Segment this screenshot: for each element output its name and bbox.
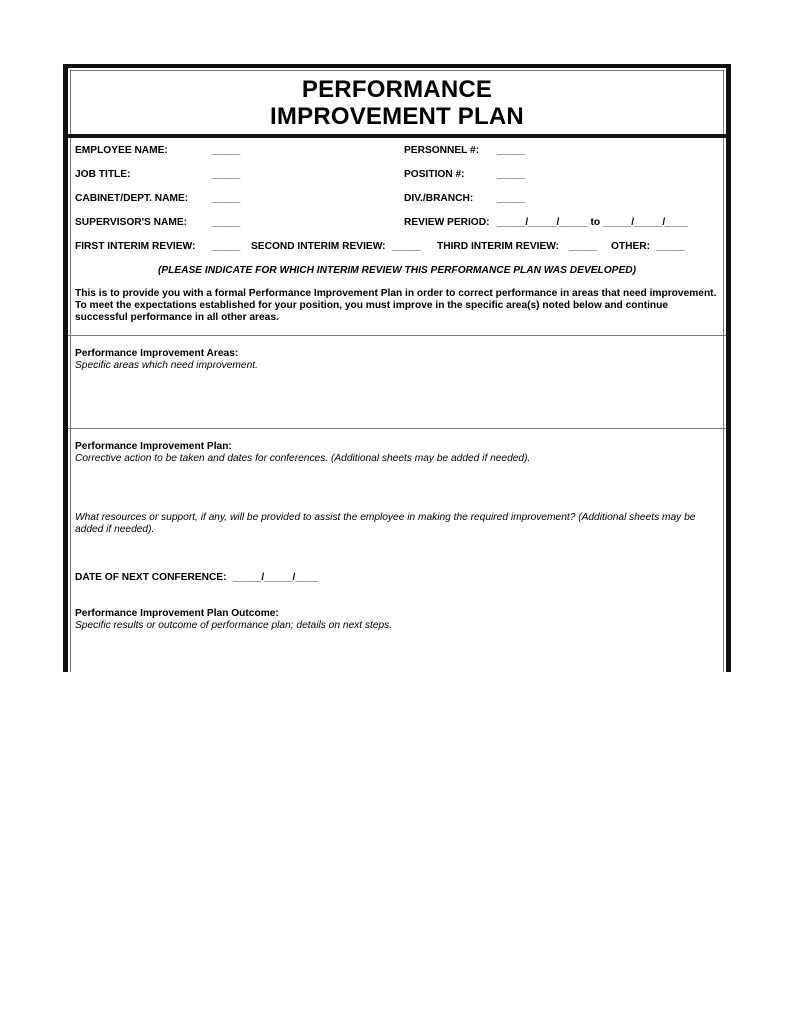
improvement-plan-description: Corrective action to be taken and dates for conferences. (Additional sheets may be added if needed).	[75, 453, 531, 464]
section-divider	[68, 428, 726, 429]
interim-review-note: (PLEASE INDICATE FOR WHICH INTERIM REVIEW THIS PERFORMANCE PLAN WAS DEVELOPED)	[157, 265, 637, 276]
form-title-line-1: PERFORMANCE	[301, 76, 493, 103]
field-row-4	[75, 217, 719, 231]
improvement-plan-heading: Performance Improvement Plan:	[75, 441, 232, 452]
next-conference-label: DATE OF NEXT CONFERENCE:	[75, 572, 227, 583]
title-box	[68, 68, 726, 138]
second-interim-review-label: SECOND INTERIM REVIEW:	[251, 241, 386, 252]
cabinet-dept-label: CABINET/DEPT. NAME:	[75, 193, 189, 204]
field-row-1	[75, 145, 719, 159]
section-divider	[68, 335, 726, 336]
other-review-field[interactable]: _____	[656, 241, 685, 252]
form-frame	[63, 64, 731, 672]
job-title-field[interactable]: _____	[212, 169, 241, 180]
field-row-3	[75, 193, 719, 207]
field-row-2	[75, 169, 719, 183]
second-interim-review-field[interactable]: _____	[392, 241, 421, 252]
next-conference-date-field[interactable]: _____/_____/____	[233, 572, 318, 583]
personnel-number-label: PERSONNEL #:	[404, 145, 480, 156]
supervisor-name-field[interactable]: _____	[212, 217, 241, 228]
improvement-areas-description: Specific areas which need improvement.	[75, 360, 258, 371]
resources-support-question: What resources or support, if any, will be provided to assist the employee in making the required improvement? (Additional sheets may be added if needed).	[75, 512, 696, 536]
job-title-label: JOB TITLE:	[75, 169, 131, 180]
interim-review-row	[75, 241, 719, 255]
position-number-label: POSITION #:	[404, 169, 465, 180]
personnel-number-field[interactable]: _____	[497, 145, 526, 156]
next-conference-row	[75, 572, 719, 586]
div-branch-label: DIV./BRANCH:	[404, 193, 474, 204]
improvement-areas-heading: Performance Improvement Areas:	[75, 348, 239, 359]
first-interim-review-field[interactable]: _____	[212, 241, 241, 252]
review-period-field[interactable]: _____/_____/_____ to _____/_____/____	[497, 217, 688, 228]
intro-paragraph: This is to provide you with a formal Performance Improvement Plan in order to correct performance in areas that need improvement. To meet the expectations established for your position, you must improve in the specific area(s) noted below and continue successful performance in all other areas.	[75, 288, 717, 324]
form-title-line-2: IMPROVEMENT PLAN	[270, 103, 524, 130]
third-interim-review-label: THIRD INTERIM REVIEW:	[437, 241, 560, 252]
first-interim-review-label: FIRST INTERIM REVIEW:	[75, 241, 196, 252]
div-branch-field[interactable]: _____	[497, 193, 526, 204]
employee-name-label: EMPLOYEE NAME:	[75, 145, 168, 156]
cabinet-dept-field[interactable]: _____	[212, 193, 241, 204]
plan-outcome-description: Specific results or outcome of performance plan; details on next steps.	[75, 620, 393, 631]
supervisor-name-label: SUPERVISOR'S NAME:	[75, 217, 188, 228]
other-review-label: OTHER:	[611, 241, 651, 252]
employee-name-field[interactable]: _____	[212, 145, 241, 156]
plan-outcome-heading: Performance Improvement Plan Outcome:	[75, 608, 279, 619]
review-period-label: REVIEW PERIOD:	[404, 217, 490, 228]
third-interim-review-field[interactable]: _____	[569, 241, 598, 252]
position-number-field[interactable]: _____	[497, 169, 526, 180]
